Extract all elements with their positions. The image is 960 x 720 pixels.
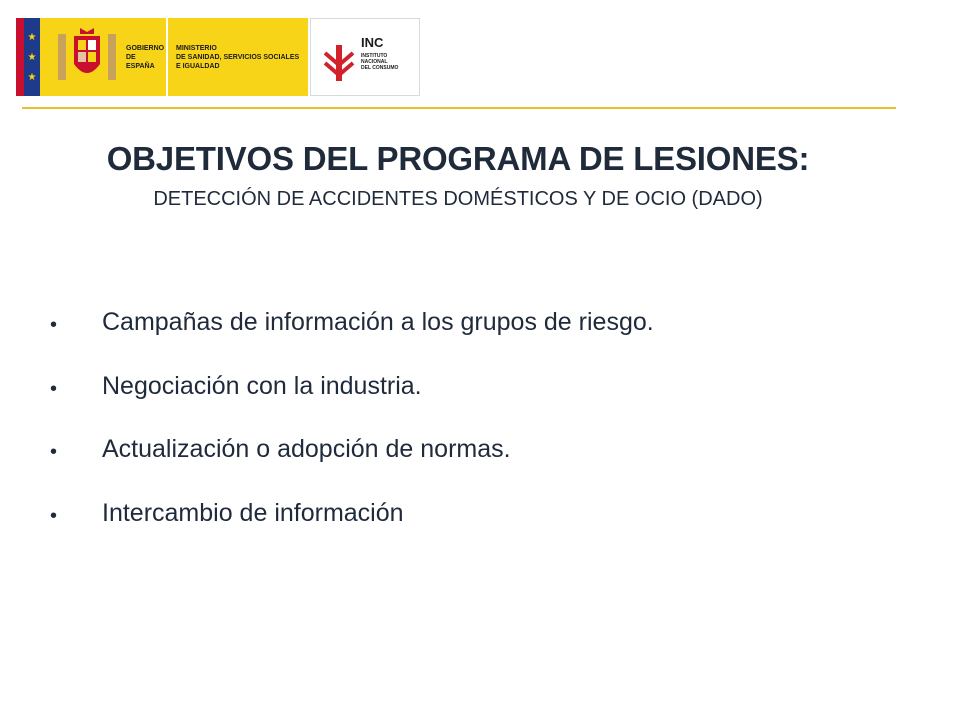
svg-text:★: ★ bbox=[27, 72, 37, 83]
list-item-text: Actualización o adopción de normas. bbox=[102, 435, 511, 463]
flag-stripe-icon bbox=[16, 18, 40, 96]
list-item bbox=[50, 372, 654, 436]
slide-title: OBJETIVOS DEL PROGRAMA DE LESIONES: bbox=[106, 140, 810, 177]
bullet-icon: • bbox=[50, 314, 58, 336]
inc-subtitle: INSTITUTO NACIONAL DEL CONSUMO bbox=[361, 53, 399, 71]
coat-of-arms-icon bbox=[52, 26, 122, 88]
slide-subtitle: DETECCIÓN DE ACCIDENTES DOMÉSTICOS Y DE OCIO (DADO) bbox=[153, 188, 763, 210]
header-divider bbox=[22, 107, 896, 109]
bullet-icon: • bbox=[50, 504, 58, 527]
ministerio-text: MINISTERIO DE SANIDAD, SERVICIOS SOCIALES E IGUALDAD bbox=[176, 45, 300, 70]
list-item-text: Intercambio de información bbox=[102, 498, 404, 527]
bullet-list bbox=[50, 308, 654, 562]
gobierno-text: GOBIERNO DE ESPAÑA bbox=[126, 45, 165, 70]
list-item-text: Campañas de información a los grupos de riesgo. bbox=[102, 308, 654, 336]
bullet-icon: • bbox=[50, 441, 58, 463]
list-item-text: Negociación con la industria. bbox=[102, 371, 422, 400]
inc-emblem-icon bbox=[321, 43, 357, 83]
inc-title: INC bbox=[361, 35, 384, 50]
inc-logo bbox=[310, 18, 420, 96]
list-item bbox=[50, 435, 654, 499]
svg-text:★: ★ bbox=[27, 52, 37, 63]
bullet-icon: • bbox=[50, 377, 58, 400]
list-item bbox=[50, 308, 654, 372]
gobierno-logo bbox=[16, 18, 166, 96]
ministerio-logo bbox=[168, 18, 308, 96]
header-logos bbox=[16, 18, 420, 96]
list-item bbox=[50, 499, 654, 563]
svg-text:★: ★ bbox=[27, 32, 37, 43]
